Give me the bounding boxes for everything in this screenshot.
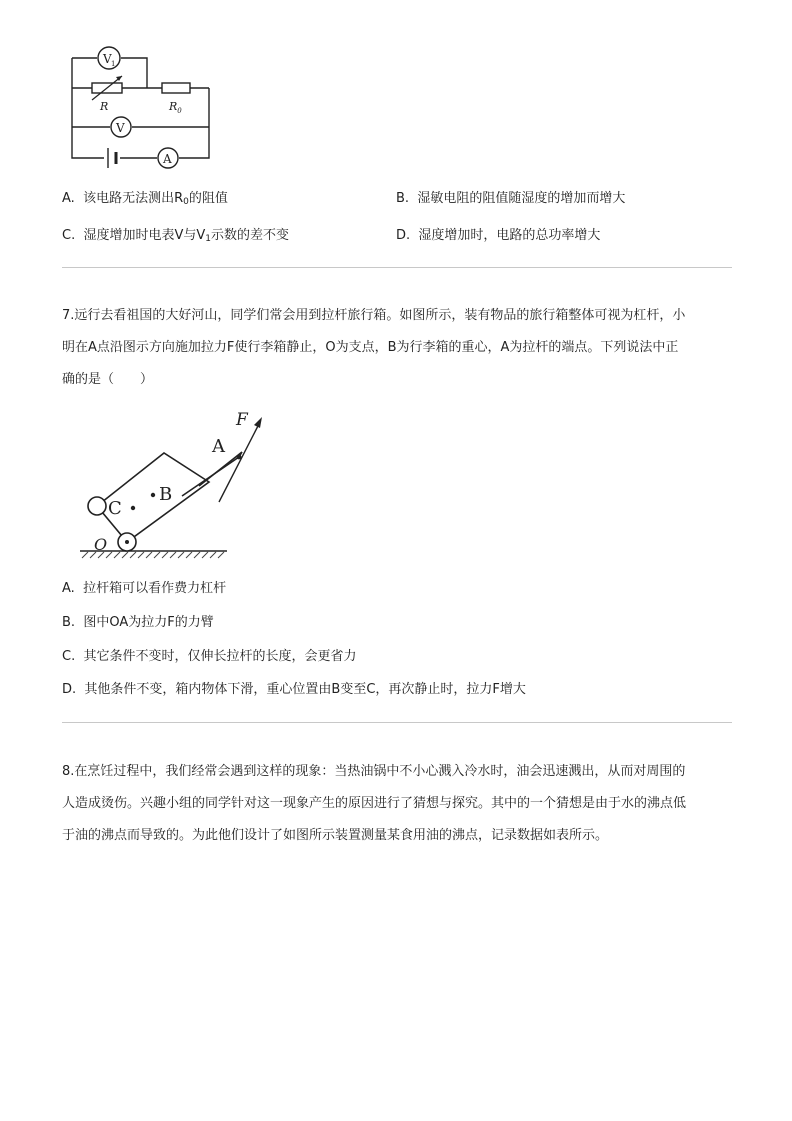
q7-option-d[interactable]: D. 其他条件不变，箱内物体下滑，重心位置由B变至C，再次静止时，拉力F增大: [62, 682, 526, 697]
divider: [62, 267, 732, 268]
q6-option-a[interactable]: A. 该电路无法测出$R_0$的阻值: [62, 191, 228, 207]
q7-option-b[interactable]: B. 图中OA为拉力F的力臂: [62, 615, 214, 630]
divider: [62, 722, 732, 723]
ammeter-icon: [158, 148, 178, 168]
resistor-r0-label: $R_0$: [169, 100, 182, 115]
luggage-lever-figure: [72, 400, 272, 565]
svg-text:V: V: [103, 52, 112, 66]
svg-text:F: F: [236, 410, 248, 430]
voltmeter-v1-icon: [98, 47, 120, 69]
q7-option-c[interactable]: C. 其它条件不变时，仅伸长拉杆的长度，会更省力: [62, 649, 357, 664]
q6-option-c[interactable]: C. 湿度增加时电表V与$V_1$示数的差不变: [62, 228, 290, 244]
resistor-r-label: R: [100, 100, 109, 113]
voltmeter-v-icon: [111, 117, 131, 137]
svg-text:A: A: [212, 436, 225, 457]
q8-stem-line: 于油的沸点而导致的。为此他们设计了如图所示装置测量某食用油的沸点，记录数据如表所示。: [62, 828, 609, 843]
wheel-c-icon: [88, 497, 106, 515]
q7-stem-line: 明在A点沿图示方向施加拉力F使行李箱静止，O为支点，B为行李箱的重心，A为拉杆的端点。下列说法中正: [62, 340, 679, 355]
svg-text:A: A: [163, 152, 172, 166]
q8-stem-line: 8.在烹饪过程中，我们经常会遇到这样的现象：当热油锅中不小心溅入冷水时，油会迅速溅出，从而对周围的: [62, 764, 686, 779]
q7-stem-line: 确的是（ ）: [62, 372, 154, 387]
circuit-diagram: [62, 40, 222, 170]
battery-icon: [108, 148, 116, 168]
svg-text:C: C: [108, 498, 122, 519]
svg-text:B: B: [159, 484, 173, 505]
svg-text:V: V: [116, 121, 125, 135]
humidity-resistor-icon: [92, 76, 122, 100]
q6-option-b[interactable]: B. 湿敏电阻的阻值随湿度的增加而增大: [396, 191, 626, 206]
q8-stem-line: 人造成烫伤。兴趣小组的同学针对这一现象产生的原因进行了猜想与探究。其中的一个猜想是由于水的沸点低: [62, 796, 687, 811]
q7-option-a[interactable]: A. 拉杆箱可以看作费力杠杆: [62, 581, 227, 596]
q8-stem: [62, 756, 732, 852]
svg-text:1: 1: [111, 60, 116, 68]
q7-stem: [62, 300, 732, 396]
svg-text:O: O: [94, 535, 108, 554]
q7-stem-line: 7.远行去看祖国的大好河山，同学们常会用到拉杆旅行箱。如图所示，装有物品的旅行箱整体可视为杠杆，小: [62, 308, 686, 323]
q6-option-d[interactable]: D. 湿度增加时，电路的总功率增大: [396, 228, 601, 243]
fixed-resistor-r0-icon: [162, 83, 190, 93]
